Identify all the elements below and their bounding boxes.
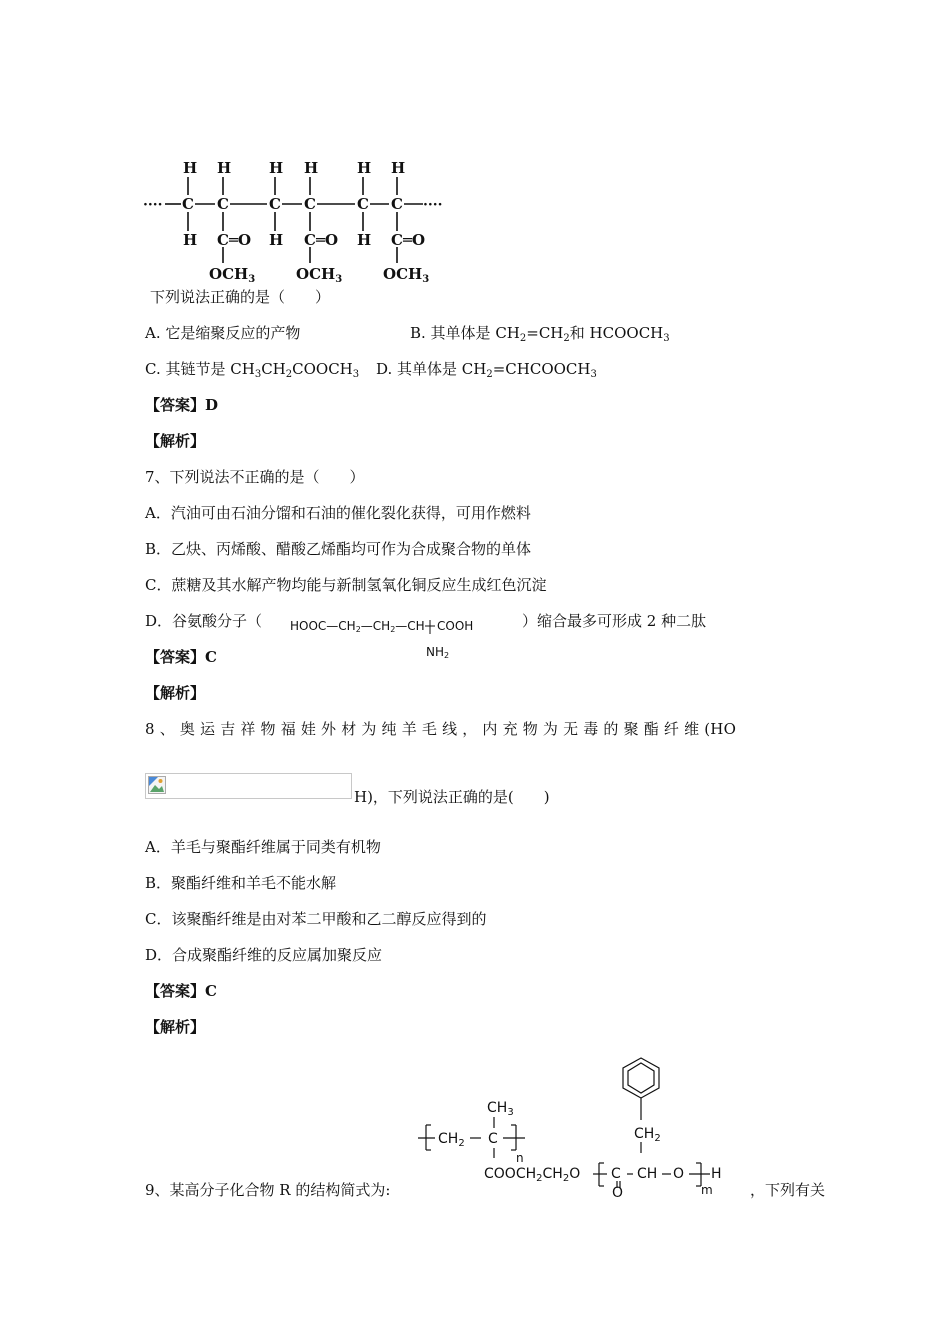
q8-stem-line2: H)，下列说法正确的是( ) [354,788,550,806]
q8-answer: 【答案】C [145,982,217,1000]
atom-c-2: C [217,195,229,213]
q7-answer: 【答案】C [145,648,217,666]
ester-group-1: $OCH_3$ [209,265,256,285]
q6-analysis: 【解析】 [145,432,206,450]
subscript: 2 [285,369,293,380]
subscript: 2 [519,333,527,344]
atom-h-bottom-3: H [357,231,372,249]
q7-option-d-prefix: D．谷氨酸分子（ [145,612,263,630]
q6-option-c-text3: COOCH [292,360,353,378]
q6-answer: 【答案】D [145,396,219,414]
atom-c-4: C [304,195,316,213]
formula-cooh: COOH [437,619,474,633]
atom-h-top-4: H [304,159,319,177]
formula-amine: NH2 [426,645,450,660]
q8-option-a: A．羊毛与聚酯纤维属于同类有机物 [145,838,381,856]
atom-h-bottom-1: H [183,231,198,249]
subscript: 3 [254,369,262,380]
carbonyl-group-1: C═O [217,231,252,249]
subscript-n: n [516,1151,524,1165]
subscript: 2 [486,369,493,380]
q8-option-d: D．合成聚酯纤维的反应属加聚反应 [145,946,383,964]
polymer-structure-figure [143,155,443,285]
q6-option-b-text2: =CH [526,324,564,342]
subscript: 2 [563,333,570,344]
methyl-group: $CH_3$ [487,1100,514,1118]
q6-stem: 下列说法正确的是（ ） [150,288,331,306]
chain-dots-right: ···· [423,197,443,213]
atom-h-bottom-2: H [269,231,284,249]
formula-text: HOOC—CH2—CH2—CH [290,619,425,634]
ester-group-2: $OCH_3$ [296,265,343,285]
ether-o: O [673,1166,685,1182]
q6-option-c-text: C. 其链节是 CH [145,360,255,378]
carbonyl-group-3: C═O [391,231,426,249]
q7-option-a: A．汽油可由石油分馏和石油的催化裂化获得，可用作燃料 [145,504,531,522]
benzene-ring-icon [623,1058,659,1098]
q8-analysis: 【解析】 [145,1018,206,1036]
ester-group-3: $OCH_3$ [383,265,430,285]
subscript: 3 [663,333,670,344]
carbonyl-o: O [612,1185,624,1200]
q7-option-d-suffix: ）缩合最多可形成 2 种二肽 [522,612,707,630]
ester-chain: $COOCH_2CH_2O$ [484,1166,581,1184]
q7-stem: 7、下列说法不正确的是（ ） [145,468,365,486]
glutamic-acid-formula [288,614,488,660]
atom-c-6: C [391,195,403,213]
q6-option-c [145,359,359,385]
q6-option-b-text3: 和 HCOOCH [569,324,664,342]
q6-option-b [410,323,670,349]
chain-dots-left: ···· [143,197,163,213]
carbonyl-c: C [611,1166,621,1182]
q8-option-b: B．聚酯纤维和羊毛不能水解 [145,874,337,892]
atom-c-1: C [182,195,194,213]
atom-h-top-6: H [391,159,406,177]
q7-option-b: B．乙炔、丙烯酸、醋酸乙烯酯均可作为合成聚合物的单体 [145,540,532,558]
carbonyl-group-2: C═O [304,231,339,249]
subscript-m: m [701,1183,713,1197]
terminal-h: H [711,1166,722,1182]
q9-stem-prefix: 9、某高分子化合物 R 的结构简式为: [145,1181,391,1199]
backbone-c: C [488,1131,498,1147]
atom-h-top-3: H [269,159,284,177]
methine-ch: CH [637,1166,658,1182]
atom-c-5: C [357,195,369,213]
q6-option-b-text: B. 其单体是 CH [410,324,520,342]
atom-h-top-1: H [183,159,198,177]
subscript: 3 [352,369,360,380]
q7-option-c: C．蔗糖及其水解产物均能与新制氢氧化铜反应生成红色沉淀 [145,576,547,594]
q9-stem-suffix: ，下列有关 [750,1181,826,1199]
q8-option-c: C．该聚酯纤维是由对苯二甲酸和乙二醇反应得到的 [145,910,487,928]
q8-stem-line1: 8 、 奥 运 吉 祥 物 福 娃 外 材 为 纯 羊 毛 线 ， 内 充 物 为 无 毒 的 聚 酯 纤 维 (HO [145,720,737,738]
polymer-r-structure [415,1050,745,1200]
backbone-ch2: $CH_2$ [438,1131,465,1149]
q6-option-d-text: D. 其单体是 CH [376,360,487,378]
benzyl-ch2: $CH_2$ [634,1126,661,1144]
q7-analysis: 【解析】 [145,684,206,702]
broken-image-placeholder [145,773,352,799]
q6-option-a: A. 它是缩聚反应的产物 [145,324,301,342]
atom-h-top-2: H [217,159,232,177]
q6-option-c-text2: CH [261,360,286,378]
q6-option-d [376,359,597,385]
atom-c-3: C [269,195,281,213]
q6-option-d-text2: =CHCOOCH [492,360,591,378]
atom-h-top-5: H [357,159,372,177]
subscript: 3 [590,369,597,380]
broken-image-icon [148,776,166,794]
